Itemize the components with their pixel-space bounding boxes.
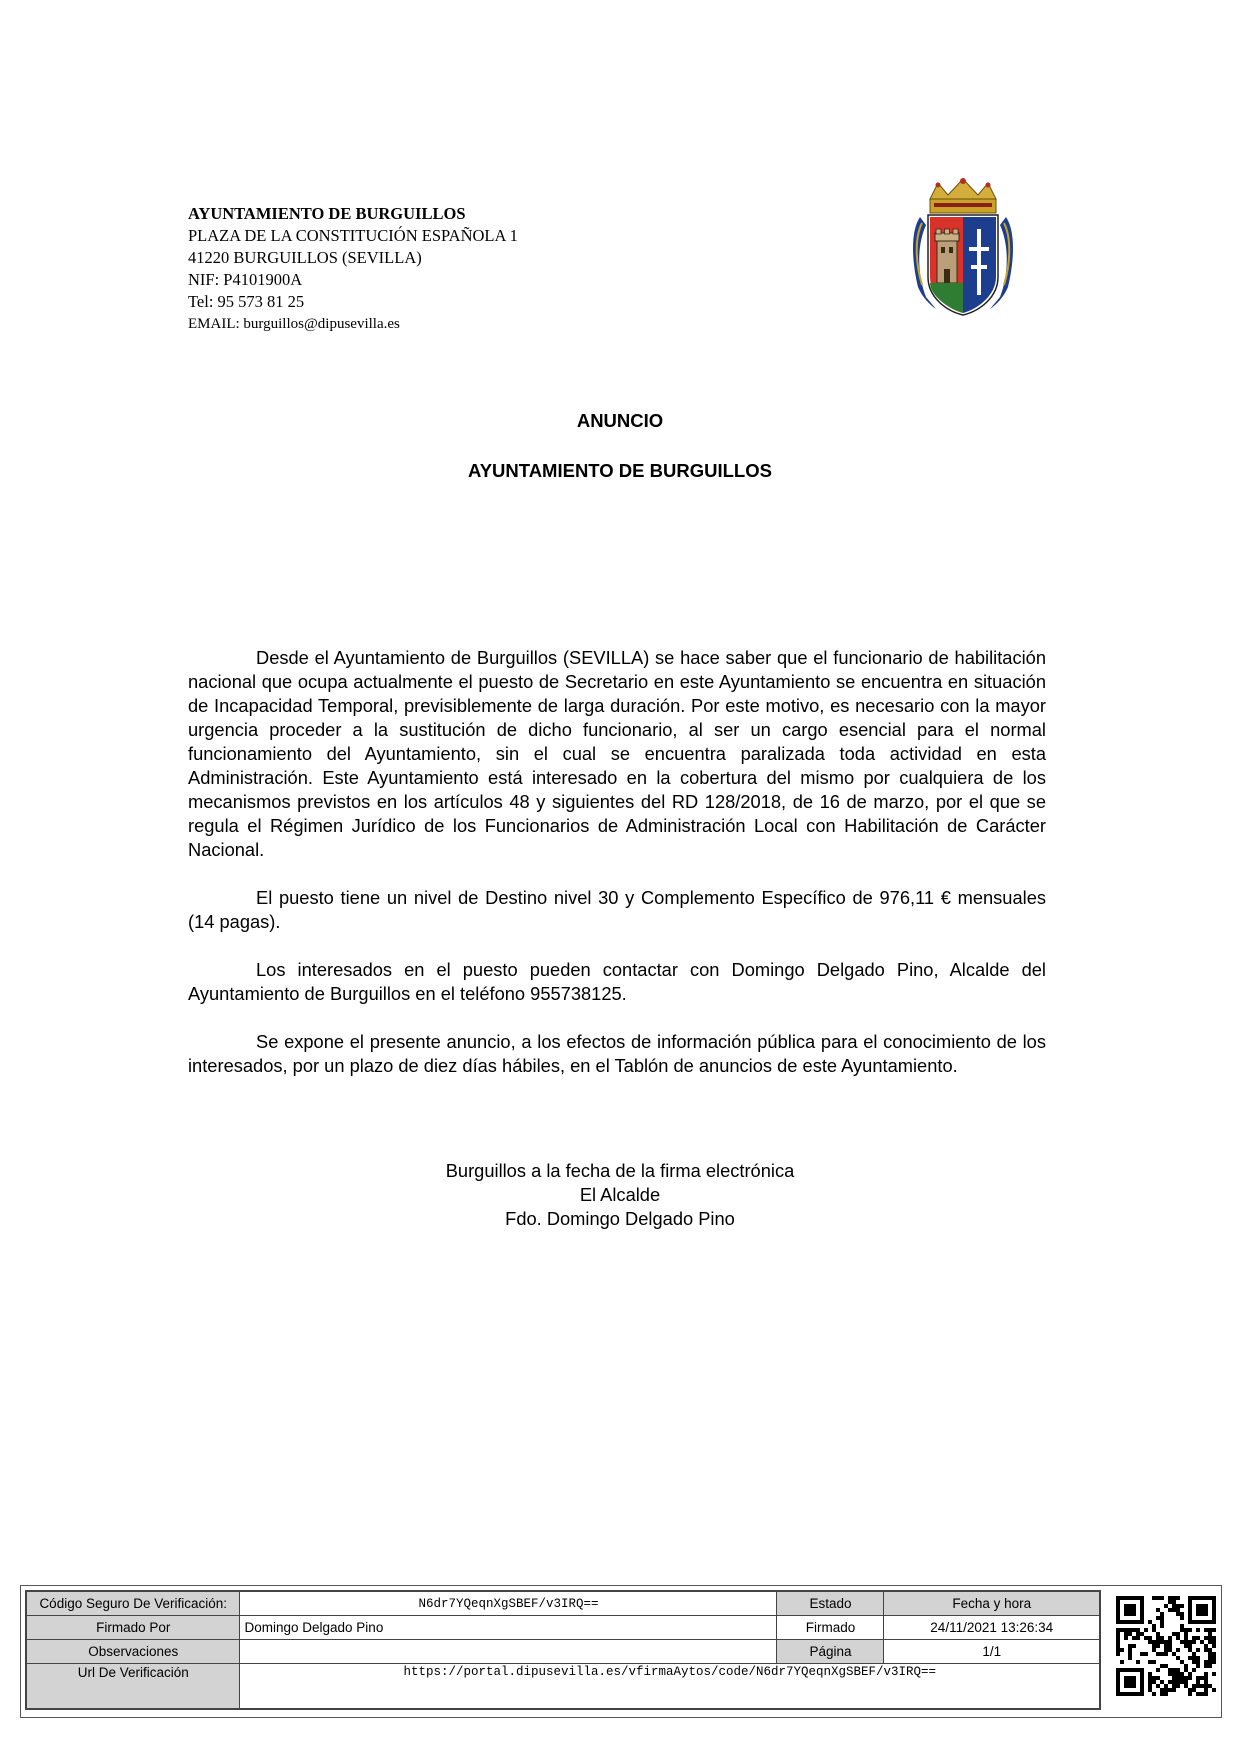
- paragraph: Los interesados en el puesto pueden contactar con Domingo Delgado Pino, Alcalde del Ayuntamiento de Burguillos en el teléfono 955738125.: [188, 959, 1046, 1004]
- org-city: 41220 BURGUILLOS (SEVILLA): [188, 248, 422, 267]
- org-name: AYUNTAMIENTO DE BURGUILLOS: [188, 204, 466, 223]
- observaciones-value: [240, 1640, 777, 1664]
- org-email: EMAIL: burguillos@dipusevilla.es: [188, 316, 400, 332]
- paragraph: El puesto tiene un nivel de Destino nivel 30 y Complemento Específico de 976,11 € mensuales (14 pagas).: [188, 887, 1046, 932]
- pagina-value: 1/1: [884, 1640, 1100, 1664]
- estado-label: Estado: [777, 1591, 884, 1616]
- qr-code-icon[interactable]: [1116, 1596, 1216, 1696]
- url-label: Url De Verificación: [26, 1664, 240, 1709]
- pagina-label: Página: [777, 1640, 884, 1664]
- crown-icon: [930, 178, 996, 213]
- observaciones-label: Observaciones: [26, 1640, 240, 1664]
- verification-table: [25, 1590, 1101, 1710]
- fecha-value: 24/11/2021 13:26:34: [884, 1616, 1100, 1640]
- coat-of-arms-icon: [908, 177, 1018, 317]
- org-phone: Tel: 95 573 81 25: [188, 292, 305, 311]
- tower-icon: [935, 229, 959, 283]
- signature-place-date: Burguillos a la fecha de la firma electrónica: [445, 1160, 795, 1181]
- paragraph: Desde el Ayuntamiento de Burguillos (SEVILLA) se hace saber que el funcionario de habilitación nacional que ocupa actualmente el puesto de Secretario en este Ayuntamiento se encuentra en situación de Incapacidad Temporal, previsiblemente de larga duración. Por este motivo, es necesario con la mayor urgencia proceder a la sustitución de dicho funcionario, al ser un cargo esencial para el normal funcionamiento del Ayuntamiento, sin el cual se encuentra paralizada toda actividad en esta Administración. Este Ayuntamiento está interesado en la cobertura del mismo por cualquiera de los mecanismos previstos en los artículos 48 y siguientes del RD 128/2018, de 16 de marzo, por el que se regula el Régimen Jurídico de los Funcionarios de Administración Local con Habilitación de Carácter Nacional.: [188, 647, 1046, 860]
- verification-url[interactable]: https://portal.dipusevilla.es/vfirmaAytos/code/N6dr7YQeqnXgSBEF/v3IRQ==: [240, 1664, 1100, 1709]
- table-row: [26, 1664, 1100, 1709]
- csv-value: N6dr7YQeqnXgSBEF/v3IRQ==: [240, 1591, 777, 1616]
- org-nif: NIF: P4101900A: [188, 270, 303, 289]
- letterhead: [188, 203, 638, 335]
- table-row: [26, 1591, 1100, 1616]
- paragraph: Se expone el presente anuncio, a los efectos de información pública para el conocimiento de los interesados, por un plazo de diez días hábiles, en el Tablón de anuncios de este Ayuntamiento.: [188, 1031, 1046, 1076]
- page-title: ANUNCIO: [576, 410, 664, 431]
- page-subtitle: AYUNTAMIENTO DE BURGUILLOS: [468, 460, 772, 481]
- org-address: PLAZA DE LA CONSTITUCIÓN ESPAÑOLA 1: [188, 226, 518, 245]
- table-row: [26, 1616, 1100, 1640]
- csv-label: Código Seguro De Verificación:: [26, 1591, 240, 1616]
- table-row: [26, 1640, 1100, 1664]
- announcement-body: [188, 646, 1046, 1102]
- firmado-por-label: Firmado Por: [26, 1616, 240, 1640]
- firmado-por-value: Domingo Delgado Pino: [240, 1616, 777, 1640]
- signature-block: [0, 1159, 1240, 1231]
- signature-name: Fdo. Domingo Delgado Pino: [505, 1208, 735, 1229]
- fecha-label: Fecha y hora: [884, 1591, 1100, 1616]
- signature-role: El Alcalde: [579, 1184, 661, 1205]
- estado-value: Firmado: [777, 1616, 884, 1640]
- verification-footer: [20, 1585, 1222, 1718]
